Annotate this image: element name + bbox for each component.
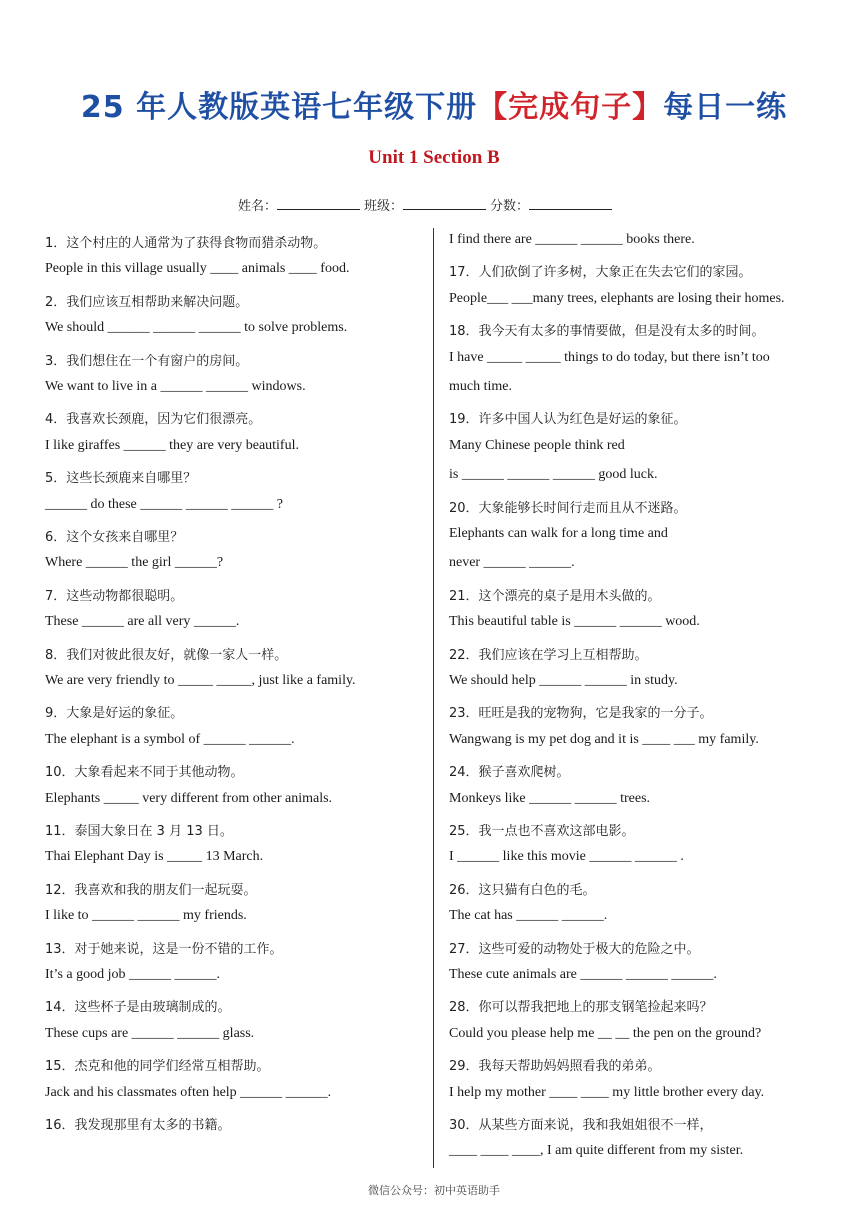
question-prompt: 30．从某些方面来说，我和我姐姐很不一样，	[449, 1118, 713, 1133]
answer-line: Many Chinese people think red	[449, 437, 625, 453]
question-prompt: 25．我一点也不喜欢这部电影。	[449, 824, 635, 839]
question-prompt: 29．我每天帮助妈妈照看我的弟弟。	[449, 1059, 661, 1075]
answer-line: ____ ____ ____, I am quite different from my sister.	[449, 1143, 744, 1159]
answer-line: These cups are ______ ______ glass.	[45, 1025, 255, 1041]
answer-line: It’s a good job ______ ______.	[45, 967, 220, 982]
name-label: 姓名：	[238, 199, 278, 214]
answer-line: much time.	[449, 379, 512, 394]
answer-line: The elephant is a symbol of ______ ______.	[45, 731, 295, 747]
question-prompt: 1．这个村庄的人通常为了获得食物而猎杀动物。	[45, 236, 327, 251]
answer-line: Could you please help me __ __ the pen on the ground?	[449, 1025, 762, 1041]
answer-line: This beautiful table is ______ ______ wood.	[449, 614, 700, 630]
question-prompt: 23．旺旺是我的宠物狗，它是我家的一分子。	[449, 706, 713, 722]
question-prompt: 5．这些长颈鹿来自哪里？	[45, 471, 197, 487]
question-prompt: 24．猴子喜欢爬树。	[449, 765, 570, 781]
score-blank	[529, 197, 612, 210]
answer-line: Thai Elephant Day is _____ 13 March.	[45, 849, 264, 865]
answer-line: Where ______ the girl ______?	[45, 555, 224, 571]
answer-line: never ______ ______.	[449, 555, 575, 571]
question-prompt: 14．这些杯子是由玻璃制成的。	[45, 1000, 231, 1016]
answer-line: I have _____ _____ things to do today, but there isn’t too	[449, 349, 770, 365]
question-prompt: 21．这个漂亮的桌子是用木头做的。	[449, 588, 661, 604]
answer-line: Elephants can walk for a long time and	[449, 526, 668, 541]
answer-line: People___ ___many trees, elephants are losing their homes.	[449, 290, 785, 306]
answer-line: We want to live in a ______ ______ windows.	[45, 379, 306, 394]
answer-line: We should help ______ ______ in study.	[449, 673, 678, 688]
name-blank	[277, 197, 360, 210]
question-prompt: 11．泰国大象日在 3 月 13 日。	[45, 824, 233, 839]
question-prompt: 22．我们应该在学习上互相帮助。	[449, 647, 648, 663]
answer-line: I like to ______ ______ my friends.	[45, 908, 247, 924]
question-prompt: 17．人们砍倒了许多树，大象正在失去它们的家园。	[449, 265, 752, 281]
answer-line: I like giraffes ______ they are very beautiful.	[45, 437, 299, 453]
column-divider	[433, 228, 434, 1168]
question-prompt: 12．我喜欢和我的朋友们一起玩耍。	[45, 882, 257, 898]
class-label: 班级：	[364, 199, 404, 214]
answer-line: I find there are ______ ______ books there.	[449, 232, 695, 247]
question-prompt: 18．我今天有太多的事情要做，但是没有太多的时间。	[449, 324, 765, 340]
answer-line: The cat has ______ ______.	[449, 908, 608, 924]
question-prompt: 6．这个女孩来自哪里？	[45, 530, 184, 545]
question-prompt: 8．我们对彼此很友好，就像一家人一样。	[45, 647, 288, 663]
question-prompt: 16．我发现那里有太多的书籍。	[45, 1118, 231, 1133]
question-prompt: 13．对于她来说，这是一份不错的工作。	[45, 941, 283, 957]
question-prompt: 2．我们应该互相帮助来解决问题。	[45, 294, 249, 310]
answer-line: ______ do these ______ ______ ______ ?	[45, 496, 283, 512]
title-part-3: 每日一练	[663, 90, 788, 125]
answer-line: Wangwang is my pet dog and it is ____ ___ my family.	[449, 731, 759, 747]
class-blank	[403, 197, 486, 210]
question-prompt: 27．这些可爱的动物处于极大的危险之中。	[449, 941, 700, 957]
question-prompt: 20．大象能够长时间行走而且从不迷路。	[449, 500, 687, 516]
answer-line: Monkeys like ______ ______ trees.	[449, 790, 651, 806]
answer-line: Jack and his classmates often help ______ ______.	[45, 1084, 332, 1100]
footer-wechat: 微信公众号：初中英语助手	[368, 1184, 500, 1197]
question-prompt: 26．这只猫有白色的毛。	[449, 882, 596, 898]
question-prompt: 28．你可以帮我把地上的那支钢笔捡起来吗？	[449, 1000, 713, 1016]
answer-line: People in this village usually ____ animals ____ food.	[45, 261, 350, 277]
score-label: 分数：	[490, 199, 530, 214]
question-prompt: 15．杰克和他的同学们经常互相帮助。	[45, 1059, 270, 1075]
answer-line: I ______ like this movie ______ ______ .	[449, 849, 684, 865]
answer-line: These cute animals are ______ ______ ______.	[449, 967, 717, 982]
title-part-1: 25 年人教版英语七年级下册	[80, 90, 478, 125]
question-prompt: 19．许多中国人认为红色是好运的象征。	[449, 412, 687, 428]
answer-line: Elephants _____ very different from other animals.	[45, 790, 333, 806]
question-prompt: 9．大象是好运的象征。	[45, 706, 184, 722]
question-prompt: 7．这些动物都很聪明。	[45, 588, 184, 604]
student-info-row	[238, 195, 616, 214]
question-prompt: 10．大象看起来不同于其他动物。	[45, 765, 244, 781]
answer-line: We are very friendly to _____ _____, just like a family.	[45, 673, 356, 688]
answer-line: I help my mother ____ ____ my little brother every day.	[449, 1084, 765, 1100]
question-prompt: 4．我喜欢长颈鹿，因为它们很漂亮。	[45, 412, 262, 428]
worksheet-title	[0, 82, 868, 126]
title-part-2: 【完成句子】	[477, 90, 664, 125]
answer-line: These ______ are all very ______.	[45, 614, 240, 630]
answer-line: We should ______ ______ ______ to solve problems.	[45, 320, 348, 336]
answer-line: is ______ ______ ______ good luck.	[449, 467, 658, 483]
question-prompt: 3．我们想住在一个有窗户的房间。	[45, 353, 249, 369]
unit-subtitle: Unit 1 Section B	[368, 147, 500, 168]
